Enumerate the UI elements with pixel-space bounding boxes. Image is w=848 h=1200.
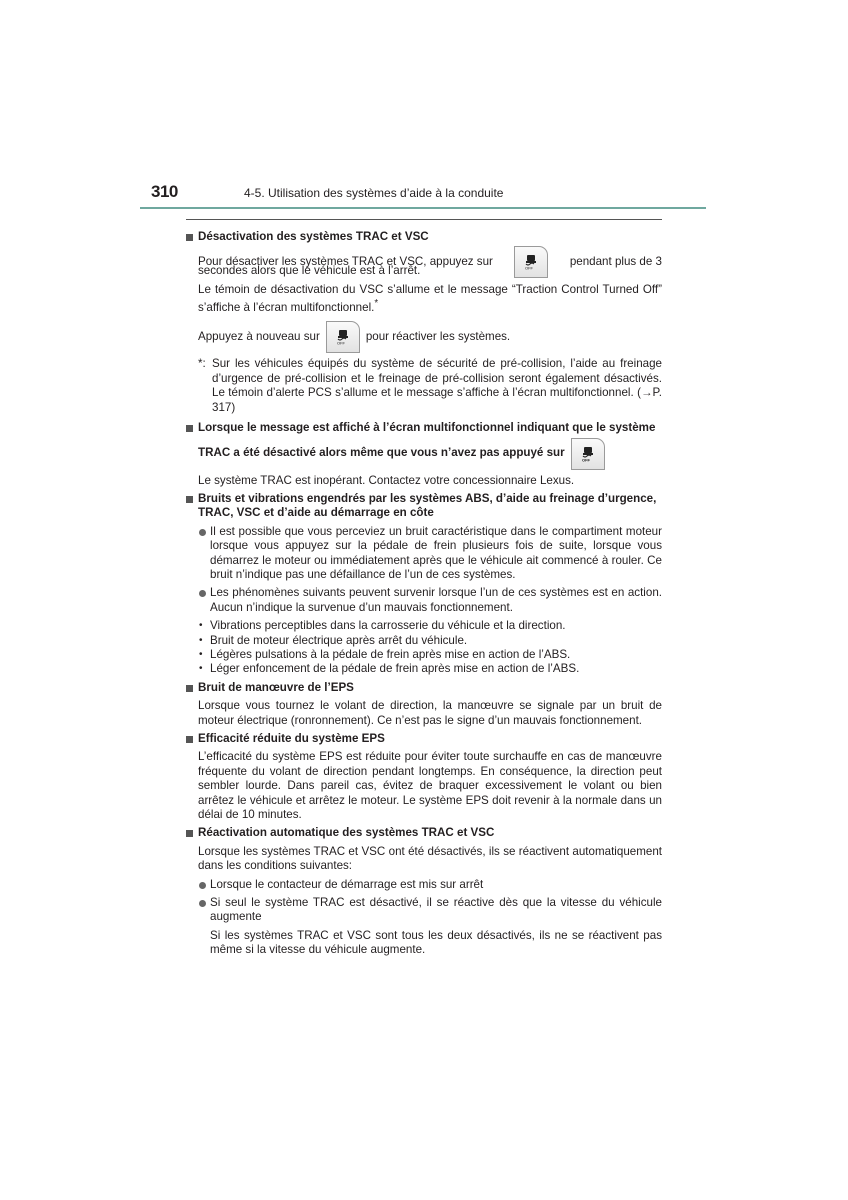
paragraph-indicator-message: [198, 283, 662, 316]
instruction-text: Pour désactiver les systèmes TRAC et VSC, appuyez sur: [198, 255, 493, 269]
footnote-text: Sur les véhicules équipés du système de sécurité de pré-collision, l’aide au freinage d’urgence de pré-collision et le freinage de pré-collision seront également désactivés. Le témoin d’alerte PCS s’allume et le message s’affiche à l’écran multifonctionnel. (→P. 317): [212, 357, 662, 414]
vsc-off-button-icon: [514, 246, 548, 278]
heading-trac-message-line2: TRAC a été désactivé alors même que vous n’avez pas appuyé sur: [198, 446, 565, 460]
paragraph-both-disabled: Si les systèmes TRAC et VSC sont tous les deux désactivés, ils ne se réactivent pas même si la vitesse du véhicule augmente.: [210, 928, 662, 957]
paragraph-reactivate: [198, 321, 662, 353]
paragraph-disable-instructions: [198, 246, 662, 278]
phenomena-list: [186, 619, 662, 677]
svg-text:OFF: OFF: [336, 340, 345, 346]
footnote-mark: *:: [198, 357, 206, 371]
heading-trac-message: [186, 421, 662, 469]
heading-noises-vibrations: Bruits et vibrations engendrés par les systèmes ABS, d’aide au freinage d’urgence, TRAC, VSC et d’aide au démarrage en côte: [186, 492, 662, 521]
bullet-noise: Il est possible que vous perceviez un bruit caractéristique dans le compartiment moteur lorsque vous appuyez sur la pédale de frein plusieurs fois de suite, lorsque vous démarrez le moteur ou immédiatement après que le véhicule ait commencé à rouler. Ce bruit n’indique pas une défaillance de l’un de ces systèmes.: [186, 525, 662, 583]
reactivate-text-after: pour réactiver les systèmes.: [365, 330, 511, 344]
heading-disable-trac-vsc: Désactivation des systèmes TRAC et VSC: [186, 230, 662, 244]
paragraph-eps-noise: Lorsque vous tournez le volant de direction, la manœuvre se signale par un bruit de moteur électrique (ronronnement). Ce n’est pas le signe d’un mauvais fonctionnement.: [198, 699, 662, 727]
footnote: [198, 357, 662, 415]
bullet-start-switch: Lorsque le contacteur de démarrage est mis sur arrêt: [186, 878, 662, 892]
main-content: [186, 227, 662, 958]
list-item: • Légères pulsations à la pédale de frein après mise en action de l’ABS.: [186, 648, 662, 662]
heading-trac-message-line1: Lorsque le message est affiché à l’écran multifonctionnel indiquant que le système: [198, 421, 656, 435]
svg-text:OFF: OFF: [525, 265, 534, 271]
list-item: • Vibrations perceptibles dans la carrosserie du véhicule et la direction.: [186, 619, 662, 633]
bullet-phenomena: Les phénomènes suivants peuvent survenir lorsque l’un de ces systèmes est en action. Aucun n’indique la survenue d’un mauvais fonctionnement.: [186, 586, 662, 615]
heading-eps-reduced: Efficacité réduite du système EPS: [186, 732, 662, 746]
page-header: [140, 178, 706, 210]
page-number: 310: [151, 182, 178, 201]
heading-eps-noise: Bruit de manœuvre de l’EPS: [186, 681, 662, 695]
paragraph-auto-reactivation: Lorsque les systèmes TRAC et VSC ont été désactivés, ils se réactivent automatiquement dans les conditions suivantes:: [198, 844, 662, 873]
svg-text:OFF: OFF: [581, 457, 590, 462]
indicator-message-text: Le témoin de désactivation du VSC s’allume et le message “Traction Control Turned Off” s’affiche à l’écran multifonctionnel.: [198, 282, 662, 315]
header-rule: [140, 207, 706, 209]
heading-auto-reactivation: Réactivation automatique des systèmes TRAC et VSC: [186, 826, 662, 840]
vsc-off-button-icon: [326, 321, 360, 353]
vsc-off-button-icon: [571, 438, 605, 470]
instruction-text-line2: secondes alors que le véhicule est à l’arrêt.: [198, 264, 421, 278]
content-rule: [186, 219, 662, 220]
section-title: 4-5. Utilisation des systèmes d’aide à la conduite: [244, 186, 504, 200]
list-item: • Bruit de moteur électrique après arrêt du véhicule.: [186, 634, 662, 648]
reactivate-text: Appuyez à nouveau sur: [198, 330, 320, 344]
bullet-trac-only: Si seul le système TRAC est désactivé, il se réactive dès que la vitesse du véhicule augmente: [186, 896, 662, 925]
paragraph-eps-reduced: L’efficacité du système EPS est réduite pour éviter toute surchauffe en cas de manœuvre fréquente du volant de direction pendant longtemps. En conséquence, la direction peut sembler lourde. Dans pareil cas, évitez de braquer excessivement le volant ou bien arrêtez le véhicule et arrêtez le moteur. Le système EPS doit revenir à la normale dans un délai de 10 minutes.: [198, 750, 662, 822]
footnote-star: *: [374, 298, 379, 310]
paragraph-trac-inoperative: Le système TRAC est inopérant. Contactez votre concessionnaire Lexus.: [198, 473, 575, 487]
list-item: • Léger enfoncement de la pédale de frein après mise en action de l’ABS.: [186, 662, 662, 676]
instruction-text-after: pendant plus de 3: [569, 255, 662, 269]
